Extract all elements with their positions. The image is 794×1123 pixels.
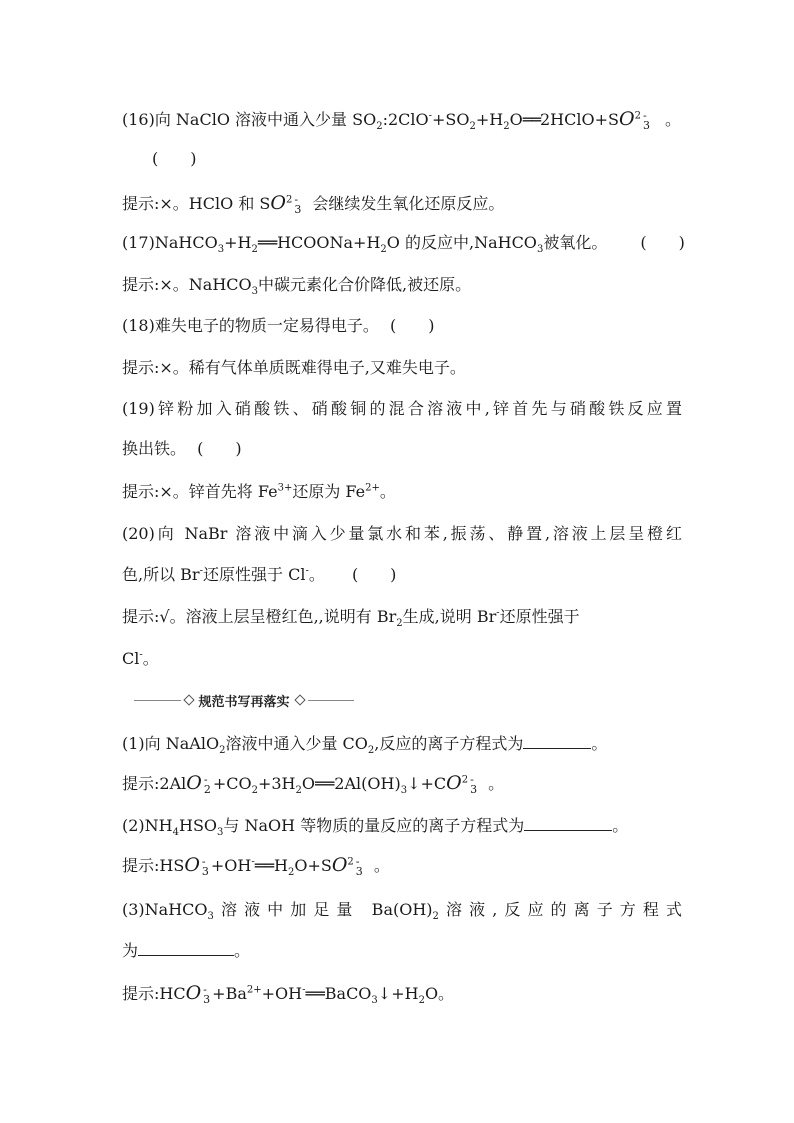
q20-hint-cl: Cl	[122, 649, 140, 668]
w2-hint-o: O	[184, 854, 200, 876]
w1-stack-1	[203, 772, 211, 796]
w3-hint-b: +Ba	[212, 984, 247, 1003]
w1-hint-end: 。	[488, 774, 505, 793]
q19-line2: 换出铁。	[122, 439, 187, 458]
q16-mid: :2ClO	[382, 110, 429, 129]
section-title: 规范书写再落实	[198, 694, 290, 710]
q16-hint-sub3: 3	[294, 202, 302, 216]
q20-hint: 提示:√。溶液上层呈橙红色,,说明有 $Br_2$生成,说明 Br-还原性强于	[122, 607, 580, 630]
w3-sub: 3	[203, 992, 211, 1006]
w2-stack-2	[355, 854, 363, 878]
w2-hint-d: O+S	[294, 856, 332, 875]
question-20-line1: (20)向 NaBr 溶液中滴入少量氯水和苯,振荡、静置,溶液上层呈橙红	[122, 524, 682, 543]
w2-hint-o2: O	[331, 854, 348, 876]
w2-hint-c: ══H	[254, 856, 288, 875]
q20-hint-line2: Cl-。	[122, 649, 159, 668]
divider-rule-left	[134, 700, 181, 701]
w3-c: 溶液,反应的离子方程式	[438, 900, 682, 919]
w3-hint-f: O。	[424, 984, 455, 1003]
q19-hint-b: 还原为 Fe	[292, 482, 366, 501]
divider-rule-right	[308, 700, 355, 701]
w2-stack-1	[201, 854, 209, 878]
w2-charge-2: -	[355, 854, 360, 868]
w3-hint-o: O	[185, 982, 202, 1004]
q16-o: O	[618, 108, 635, 130]
q17-a: (17)NaHCO	[122, 233, 218, 252]
w3-hint-sup: 2+	[246, 984, 262, 996]
q17-hint-b: 中碳元素化合价降低,被还原。	[258, 275, 472, 294]
q16-hint	[122, 190, 682, 216]
diamond-icon	[294, 694, 305, 705]
q16-hint-sup: 2	[285, 194, 293, 206]
q20-b: 还原性强于 Cl	[202, 565, 306, 584]
q16-sup2: 2	[634, 110, 641, 122]
q16-rest2: +H	[475, 110, 504, 129]
answer-blank[interactable]	[523, 730, 591, 749]
q17-hint-a: 提示:×。NaHCO	[122, 275, 252, 294]
question-19-line1: (19)锌粉加入硝酸铁、硝酸铜的混合溶液中,锌首先与硝酸铁反应置	[122, 399, 682, 418]
q16-rest3: O	[509, 110, 523, 129]
w1-charge-1: -	[203, 772, 208, 786]
q16-arrow: ══	[522, 110, 540, 129]
w2-sup2: 2	[347, 856, 354, 868]
q20-a: 色,所以 Br	[122, 565, 200, 584]
w2-hint-a: 提示:HS	[122, 856, 185, 875]
question-16: (16)向 NaClO 溶液中通入少量 $SO_2:2ClO^-+SO_2+H_2O══2HClO+SO^2$ - 3 。	[122, 108, 682, 133]
w1-hint-e: ↓+C	[407, 774, 447, 793]
w1-c: ,反应的离子方程式为	[374, 734, 524, 753]
w2-sub-2: 3	[355, 864, 363, 878]
w2-hint-end: 。	[373, 856, 390, 875]
w2-hint: 提示:HSO - 3 $+OH^-══H_2O+SO^2$ - 3 。	[122, 854, 390, 879]
q19-hint-c: 。	[379, 482, 396, 501]
w3-charge: -	[203, 982, 207, 996]
q19-sup1: 3+	[277, 482, 293, 494]
question-19-line2	[122, 436, 682, 462]
w1-a: (1)向 NaAlO	[122, 734, 220, 753]
section-divider	[134, 690, 354, 710]
w1-end: 。	[591, 734, 608, 753]
answer-blank[interactable]	[524, 812, 612, 831]
q16-charge: -	[642, 108, 647, 122]
q20-hint-c: 还原性强于	[499, 607, 580, 626]
w3-hint: 提示:HCO - 3 $+Ba^{2+}+OH^-══BaCO_3↓+H_2O$。	[122, 982, 455, 1007]
w2-end: 。	[612, 816, 629, 835]
q17-b: +H	[224, 233, 252, 252]
question-20-line2: 色,所以 Br-还原性强于 Cl-。 ( )	[122, 565, 397, 584]
q16-ion-stack	[642, 108, 650, 132]
q18-hint: 提示:×。稀有气体单质既难得电子,又难失电子。	[122, 358, 466, 377]
w1-hint-b: +CO	[212, 774, 252, 793]
w1-hint-o: O	[186, 772, 202, 794]
q20-paren: ( )	[351, 565, 397, 584]
w3-hint-c: +OH	[261, 984, 303, 1003]
diamond-icon	[183, 694, 194, 705]
w3-hint-d: ══BaCO	[305, 984, 372, 1003]
w2-sub-1: 3	[201, 864, 209, 878]
writing-2: $(2)NH_4HSO_3$与 NaOH 等物质的量反应的离子方程式为 。	[122, 812, 682, 838]
w3-line2-a: 为	[122, 941, 139, 960]
answer-blank[interactable]	[138, 937, 234, 956]
w3-hint-a: 提示:HC	[122, 984, 186, 1003]
w1-stack-2	[470, 772, 478, 796]
q16-sup: -	[428, 110, 433, 122]
q16-hint-charge: -	[294, 192, 299, 206]
q17-hint: 提示:×。NaHCO$_3$中碳元素化合价降低,被还原。	[122, 275, 472, 298]
w2-hint-b: +OH	[210, 856, 252, 875]
w1-charge-2: -	[470, 772, 474, 786]
q16-hint-stack	[294, 192, 302, 216]
q20-c: 。	[308, 565, 325, 584]
q17-c: ══HCOONa+H	[257, 233, 381, 252]
q17-e: 被氧化。	[543, 233, 608, 252]
question-17: $(17)NaHCO_3+H_2══HCOONa+H_2O$ 的反应中,NaHCO$_3$被氧化。 ( )	[122, 233, 685, 256]
q16-hint-b: 会继续发生氧化还原反应。	[312, 194, 505, 213]
q17-d: O 的反应中,NaHCO	[386, 233, 537, 252]
q20-hint-end: 。	[142, 649, 159, 668]
w3-a: (3)NaHCO	[122, 900, 208, 919]
writing-1: (1)向 NaAlO$_2$溶液中通入少量 $CO_2$,反应的离子方程式为 。	[122, 730, 682, 756]
w2-b: HSO	[179, 816, 218, 835]
w2-charge-1: -	[201, 854, 206, 868]
w1-hint: 提示:2AlO - 2 $+CO_2+3H_2O══2Al(OH)_3↓+CO^2$ - 3 。	[122, 772, 505, 797]
q18-paren: ( )	[389, 316, 435, 335]
w1-sup2: 2	[461, 774, 469, 786]
q16-sub3: 3	[642, 118, 650, 132]
q18-text: (18)难失电子的物质一定易得电子。	[122, 316, 379, 335]
question-18	[122, 313, 682, 339]
q16-rest4: 2HClO+S	[540, 110, 619, 129]
q17-paren: ( )	[640, 233, 685, 252]
w3-b: 溶液中加足量 Ba(OH)	[213, 900, 433, 919]
w3-line2-end: 。	[234, 941, 251, 960]
q20-hint-b: 生成,说明 Br	[402, 607, 497, 626]
w3-hint-e: ↓+H	[377, 984, 419, 1003]
q16-end: 。	[665, 110, 682, 129]
q16-text: (16)向 NaClO 溶液中通入少量 SO	[122, 110, 377, 129]
q19-sup2: 2+	[365, 482, 380, 494]
q19-paren: ( )	[197, 439, 242, 458]
w1-sub-2: 3	[470, 782, 478, 796]
w3-stack	[203, 982, 211, 1006]
q19-hint-a: 提示:×。锌首先将 Fe	[122, 482, 278, 501]
w1-sub-1: 2	[203, 782, 211, 796]
writing-3-line2	[122, 937, 682, 963]
w1-b: 溶液中通入少量 CO	[225, 734, 368, 753]
w1-hint-o2: O	[446, 772, 462, 794]
q16-hint-a: 提示:×。HClO 和 S	[122, 194, 271, 213]
q16-rest: +SO	[432, 110, 470, 129]
w2-a: (2)NH	[122, 816, 173, 835]
w1-hint-a: 提示:2Al	[122, 774, 187, 793]
q19-hint	[122, 479, 682, 505]
q20-hint-a: 提示:√。溶液上层呈橙红色,,说明有 Br	[122, 607, 397, 626]
w1-hint-d: O══2Al(OH)	[301, 774, 401, 793]
w2-c: 与 NaOH 等物质的量反应的离子方程式为	[223, 816, 525, 835]
w1-hint-c: +3H	[257, 774, 296, 793]
q16-answer-paren: ( )	[152, 149, 197, 168]
q16-hint-o: O	[270, 192, 286, 214]
writing-3-line1: (3)NaHCO$_3$溶液中加足量 $Ba(OH)_2$溶液,反应的离子方程式	[122, 900, 682, 923]
